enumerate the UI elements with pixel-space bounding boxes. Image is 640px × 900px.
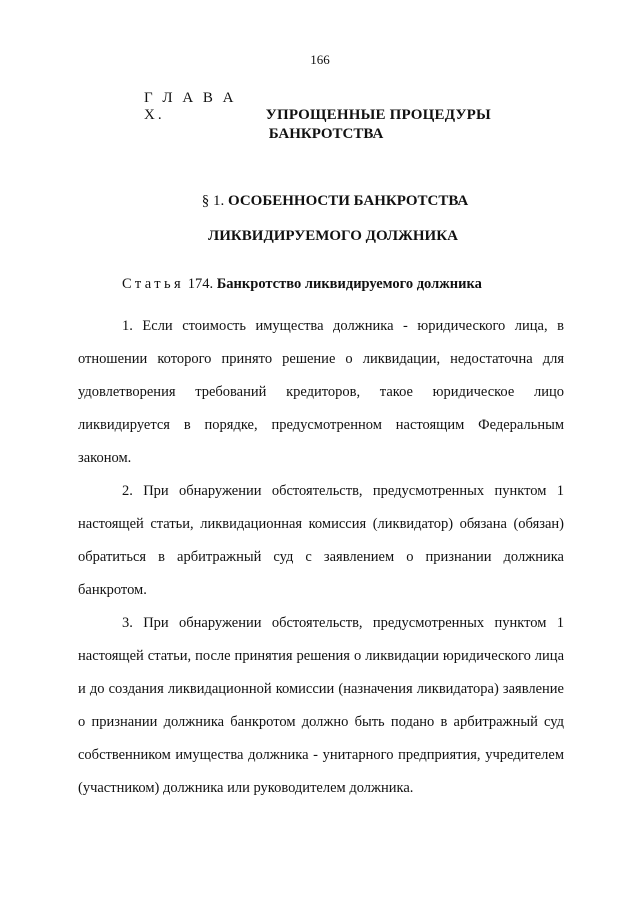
page-number: 166 xyxy=(310,52,330,67)
article-label: Статья xyxy=(122,276,185,292)
chapter-heading xyxy=(144,90,564,124)
paragraph-2: 2. При обнаружении обстоятельств, предусмотренных пунктом 1 настоящей статьи, ликвидационная комиссия (ликвидатор) обязана (обязан) обратиться в арбитражный суд с заявлением о признании должника банкротом. xyxy=(78,483,564,598)
section-title-line2: ЛИКВИДИРУЕМОГО ДОЛЖНИКА xyxy=(208,228,458,244)
chapter-title-line1: УПРОЩЕННЫЕ ПРОЦЕДУРЫ xyxy=(265,107,491,123)
paragraph-3: 3. При обнаружении обстоятельств, предусмотренных пунктом 1 настоящей статьи, после принятия решения о ликвидации юридического лица и до создания ликвидационной комиссии (назначения ликвидатора) заявление о признании должника банкротом должно быть подано в арбитражный суд собственником имущества должника - унитарного предприятия, учредителем (участником) должника или руководителем должника. xyxy=(78,615,564,796)
section-heading xyxy=(0,193,640,210)
article-number: 174. xyxy=(187,276,214,292)
article-body xyxy=(78,310,564,805)
section-title-line1: ОСОБЕННОСТИ БАНКРОТСТВА xyxy=(227,193,469,209)
article-title: Банкротство ликвидируемого должника xyxy=(216,276,482,292)
section-sign: § 1. xyxy=(201,193,225,209)
paragraph-1: 1. Если стоимость имущества должника - юридического лица, в отношении которого принято решение о ликвидации, недостаточна для удовлетворения требований кредиторов, такое юридическое лицо ликвидируется в порядке, предусмотренном настоящим Федеральным законом. xyxy=(78,318,564,466)
article-heading xyxy=(122,276,582,293)
chapter-label: Г Л А В А Х. xyxy=(144,90,237,123)
chapter-title-line2: БАНКРОТСТВА xyxy=(268,126,384,142)
